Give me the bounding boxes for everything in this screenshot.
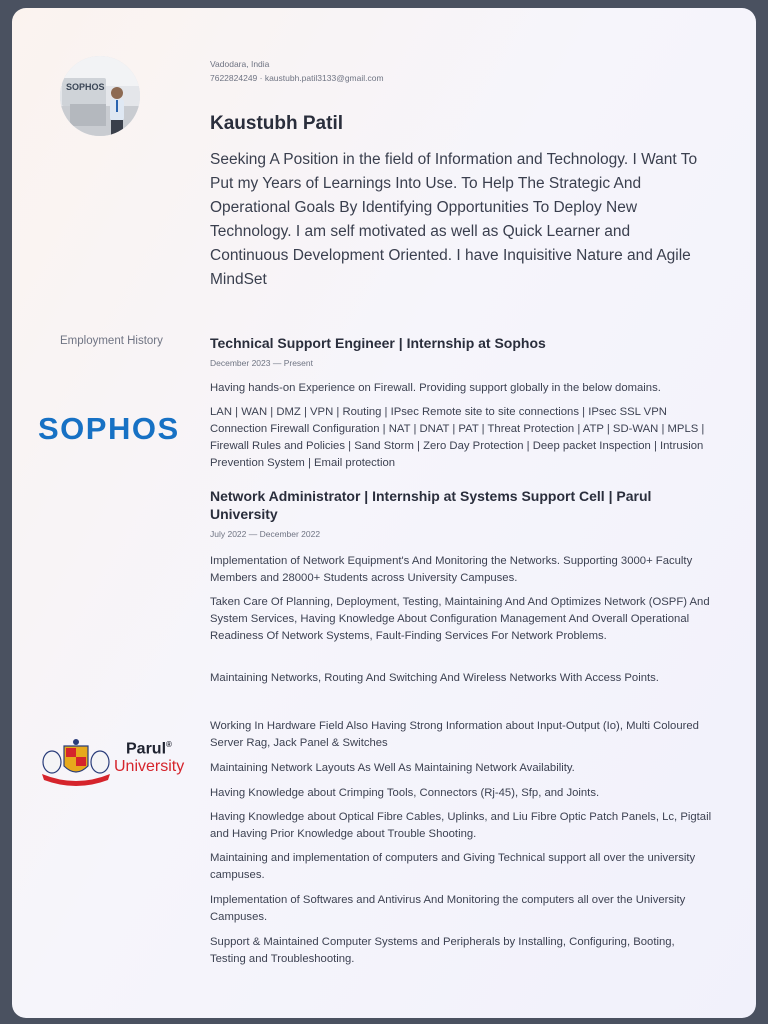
phone-email-text: 7622824249 · kaustubh.patil3133@gmail.com	[210, 73, 384, 83]
parul-name-text: Parul®	[126, 740, 172, 758]
profile-photo	[60, 56, 140, 136]
job-paragraph: Having hands-on Experience on Firewall. Providing support globally in the below domains.	[210, 382, 661, 394]
job-paragraph: Working In Hardware Field Also Having Strong Information about Input-Output (Io), Multi Coloured Server Rag, Jack Panel & Switches	[210, 720, 699, 749]
job-paragraph: LAN | WAN | DMZ | VPN | Routing | IPsec Remote site to site connections | IPsec SSL VPN Connection Firewall Configuration | NAT | DNAT | PAT | Threat Protection | ATP | SD-WAN | MPLS | Firewall Rules and Policies | Sand Storm | Zero Day Protection | Deep packet Inspection | Intrusion Prevention System | Email protection	[210, 406, 705, 469]
job-paragraph: Support & Maintained Computer Systems and Peripherals by Installing, Configuring, Booting, Testing and Troubleshooting.	[210, 936, 675, 965]
location-text: Vadodara, India	[210, 59, 270, 69]
job-paragraph: Taken Care Of Planning, Deployment, Testing, Maintaining And And Optimizes Network (OSPF) And System Services, Having Knowledge About Configuration Management And Overall Operational Readiness Of Network Systems, Fault-Finding Services For Network Problems.	[210, 596, 710, 642]
contact-info	[210, 57, 384, 85]
job-paragraph: Maintaining and implementation of computers and Giving Technical support all over the university campuses.	[210, 852, 696, 881]
job-dates: December 2023 — Present	[210, 358, 313, 368]
sophos-logo: SOPHOS	[38, 411, 180, 446]
profile-photo-image	[60, 56, 140, 136]
resume-card	[12, 8, 756, 1018]
parul-university-text: University	[114, 758, 185, 775]
job-paragraph: Implementation of Softwares and Antivirus And Monitoring the computers all over the University Campuses.	[210, 894, 686, 923]
job-paragraph: Having Knowledge about Optical Fibre Cables, Uplinks, and Liu Fibre Optic Patch Panels, Lc, Pigtail and Having Prior Knowledge about Trouble Shooting.	[210, 811, 712, 840]
job-title: Network Administrator | Internship at Systems Support Cell | Parul University	[210, 488, 652, 522]
parul-university-logo	[38, 736, 198, 786]
job-entry-sophos	[210, 334, 710, 368]
job-dates: July 2022 — December 2022	[210, 529, 321, 539]
job-paragraph: Maintaining Network Layouts As Well As Maintaining Network Availability.	[210, 762, 575, 774]
job-paragraph: Maintaining Networks, Routing And Switching And Wireless Networks With Access Points.	[210, 672, 659, 684]
profile-summary: Seeking A Position in the field of Information and Technology. I Want To Put my Years of Learnings Into Use. To Help The Strategic And Operational Goals By Identifying Opportunities To Deploy New Technology. I am self motivated as well as Quick Learner and Continuous Development Oriented. I have Inquisitive Nature and Agile MindSet	[210, 151, 698, 288]
section-label-employment: Employment History	[60, 335, 163, 347]
job-entry-parul	[210, 487, 710, 539]
avatar-sign-text: SOPHOS	[66, 82, 105, 92]
job-paragraph: Implementation of Network Equipment's And Monitoring the Networks. Supporting 3000+ Faculty Members and 28000+ Students across University Campuses.	[210, 555, 693, 584]
parul-crest-icon	[38, 736, 114, 786]
job-paragraph: Having Knowledge about Crimping Tools, Connectors (Rj-45), Sfp, and Joints.	[210, 787, 600, 799]
job-title: Technical Support Engineer | Internship at Sophos	[210, 335, 546, 351]
candidate-name: Kaustubh Patil	[210, 113, 344, 134]
